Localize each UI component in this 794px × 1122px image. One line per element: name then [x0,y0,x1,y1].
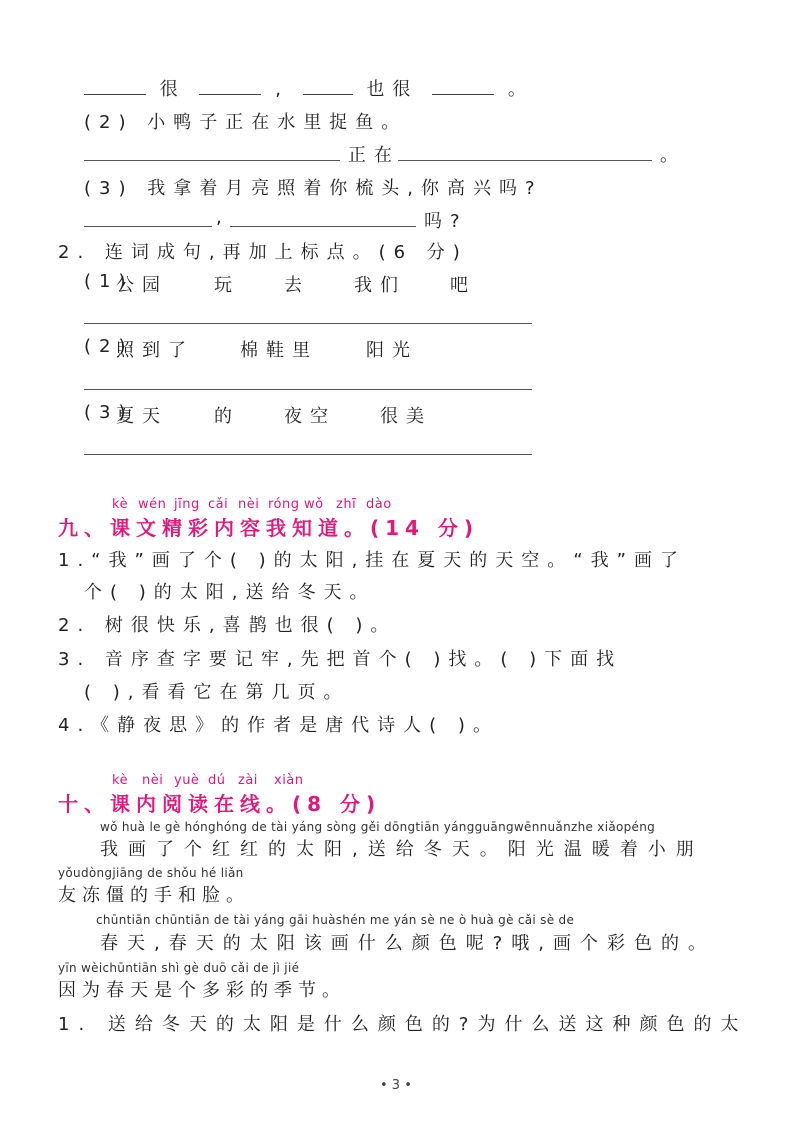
section-9-line: ( ),看看它在第几页。 [84,682,350,703]
word: 夜空 [284,406,336,427]
answer-blank[interactable] [199,93,261,95]
passage-line: 友冻僵的手和脸。 [58,885,250,906]
word: 吧 [450,275,476,296]
text-fragment: , [275,79,289,100]
passage-pinyin: yīn wèichūntiān shì gè duō cǎi de jì jié [58,961,300,975]
answer-line[interactable] [230,226,416,227]
word: 夏天 [116,406,168,427]
text-fragment: 吗? [424,211,468,232]
section-9-line: 3. 音序查字要记牢,先把首个( )找。( )下面找 [58,649,623,670]
section-10-title: 十、课内阅读在线。(8 分) [58,792,382,816]
word: 阳光 [366,340,418,361]
passage-pinyin: wǒ huà le gè hónghóng de tài yáng sòng gěi dōngtiān yángguāngwēnnuǎnzhe xiǎopéng [100,820,656,834]
section-9-line: 1.“我”画了个( )的太阳,挂在夏天的天空。“我”画了 [58,550,686,571]
text-fragment: 正在 [348,145,400,166]
section-10-pinyin: kè nèi yuè dú zài xiàn [112,773,304,788]
section-9-line: 2. 树很快乐,喜鹊也很( )。 [58,615,397,636]
answer-line[interactable] [84,323,532,324]
text-fragment: 。 [660,145,686,166]
section-9-line: 4.《静夜思》的作者是唐代诗人( )。 [58,715,499,736]
answer-line[interactable] [84,389,532,390]
item-number: (3) [84,402,134,423]
reading-question-1: 1. 送给冬天的太阳是什么颜色的?为什么送这种颜色的太 [58,1014,748,1035]
answer-line[interactable] [398,160,652,161]
word: 照到了 [116,340,194,361]
lianci-title: 2. 连词成句,再加上标点。(6 分) [58,242,468,263]
text-fragment: , [216,207,230,228]
passage-pinyin: yǒudòngjiāng de shǒu hé liǎn [58,866,244,880]
word: 棉鞋里 [240,340,318,361]
section-9-pinyin: kè wén jīng cǎi nèi róng wǒ zhī dào [112,497,392,512]
passage-pinyin: chūntiān chūntiān de tài yáng gāi huàshén me yán sè ne ò huà gè cǎi sè de [96,913,575,927]
question-3-text: (3) 我拿着月亮照着你梳头,你高兴吗? [84,178,543,199]
passage-line: 因为春天是个多彩的季节。 [58,980,346,1001]
answer-blank[interactable] [84,93,146,95]
text-fragment: 也很 [366,79,419,100]
sentence-row-1 [84,75,534,101]
section-9-title: 九、课文精彩内容我知道。(14 分) [58,516,480,540]
word: 很美 [380,406,432,427]
word: 玩 [214,275,240,296]
word: 去 [284,275,310,296]
word: 的 [214,406,240,427]
passage-line: 春天,春天的太阳该画什么颜色呢?哦,画个彩色的。 [100,933,715,954]
text-fragment: 。 [507,79,534,100]
section-9-line: 个( )的太阳,送给冬天。 [84,582,376,603]
word: 我们 [354,275,406,296]
passage-line: 我画了个红红的太阳,送给冬天。阳光温暖着小朋 [100,839,704,860]
question-2-text: (2) 小鸭子正在水里捉鱼。 [84,112,408,133]
item-number: (1) [84,271,134,292]
answer-line[interactable] [84,454,532,455]
answer-blank[interactable] [432,93,494,95]
page-number: • 3 • [380,1078,412,1093]
word: 公园 [116,275,168,296]
item-number: (2) [84,336,134,357]
answer-line[interactable] [84,226,212,227]
answer-line[interactable] [84,160,340,161]
text-fragment: 很 [159,79,186,100]
answer-blank[interactable] [303,93,353,95]
